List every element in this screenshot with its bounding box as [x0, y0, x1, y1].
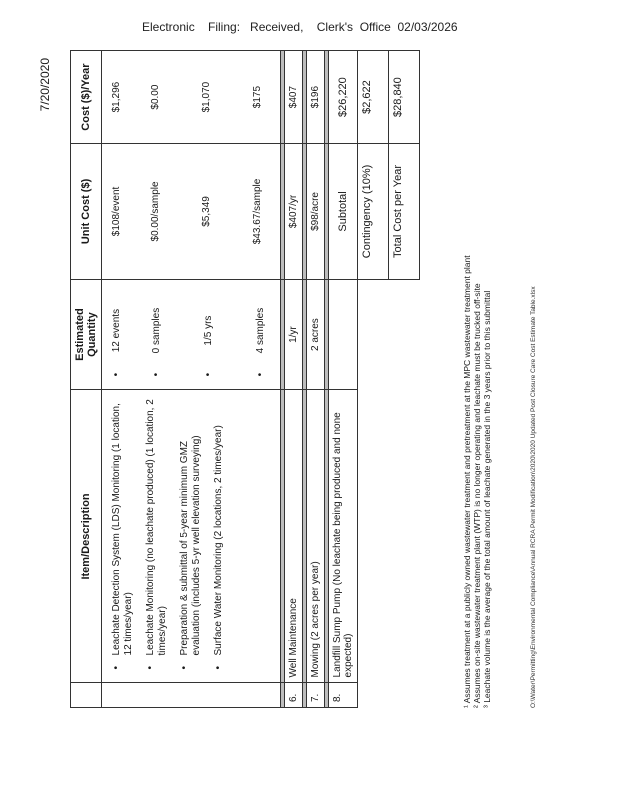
qty-value: • 12 events	[111, 285, 123, 377]
qty-value: • 0 samples	[151, 285, 163, 377]
cost-table	[70, 50, 420, 708]
row-unit	[102, 144, 281, 280]
header-item: Item/Description	[71, 390, 102, 683]
row-num: 8.	[329, 683, 358, 708]
header-unit-cost: Unit Cost ($)	[71, 144, 102, 280]
cost-value: $0.00	[150, 84, 161, 110]
unit-value: $108/event	[111, 186, 122, 237]
contingency-label: Contingency (10%)	[358, 144, 389, 280]
cost-value: $1,296	[111, 81, 122, 113]
qty-value: • 4 samples	[255, 285, 267, 377]
total-label: Total Cost per Year	[389, 144, 420, 280]
row-cost	[102, 51, 281, 144]
table-row	[307, 51, 325, 708]
row-unit: $407/yr	[285, 144, 303, 280]
footnote: ¹ Assumes treatment at a publicly owned wastewater treatment and pretreatment at the MPC wastewater treatment plant	[462, 255, 472, 708]
filing-stamp: Electronic Filing: Received, Clerk's Office 02/03/2026	[142, 20, 458, 34]
header-num	[71, 683, 102, 708]
cost-value: $1,070	[201, 81, 212, 113]
row-qty: 2 acres	[307, 279, 325, 390]
unit-value: $5,349	[201, 196, 212, 227]
total-value: $28,840	[389, 51, 420, 144]
row-desc: Well Maintenance	[285, 390, 303, 683]
row-cost: $407	[285, 51, 303, 144]
subtotal-label: Subtotal	[329, 144, 358, 280]
file-path: O:\Water\Permitting\Environmental Compliance\Annual RCRA Permit Modification\2020\2020 Updated Post Closure Care Cost Estimate Table.xlsx	[530, 286, 537, 708]
unit-value: $43.67/sample	[252, 178, 263, 245]
row-qty: 1/yr	[285, 279, 303, 390]
header-cost-year: Cost ($)/Year	[71, 51, 102, 144]
rotated-page	[30, 50, 590, 790]
list-item: • Surface Water Monitoring (2 locations, 2 times/year)	[213, 395, 225, 669]
footnote: ² Assumes on-site wastewater treatment plant (WTP) is no longer operating and leachate must be trucked off-site	[472, 283, 482, 708]
unit-value: $0.00/sample	[150, 181, 161, 242]
list-item: • Preparation & submittal of 5-year minimum GMZ evaluation (includes 5-yr well elevation surveying)	[179, 395, 203, 669]
row-num: 7.	[307, 683, 325, 708]
table-row	[329, 51, 358, 708]
list-item: • Leachate Detection System (LDS) Monitoring (1 location, 12 times/year)	[111, 395, 135, 669]
row-num: 6.	[285, 683, 303, 708]
row-qty	[102, 279, 281, 390]
footnote: ³ Leachate volume is the average of the total amount of leachate generated in the 3 years prior to this submittal	[482, 290, 492, 708]
list-item: • Leachate Monitoring (no leachate produced) (1 location, 2 times/year)	[145, 395, 169, 669]
row-desc: Landfill Sump Pump (No leachate being produced and none expected)	[329, 390, 358, 683]
row-desc: Mowing (2 acres per year)	[307, 390, 325, 683]
row-qty	[329, 279, 358, 390]
qty-value: • 1/5 yrs	[203, 285, 215, 377]
document-date: 7/20/2020	[38, 58, 52, 112]
row-desc	[102, 390, 281, 683]
table-row	[285, 51, 303, 708]
cost-value: $175	[252, 85, 263, 109]
table-row	[389, 51, 420, 708]
footnotes	[462, 255, 492, 708]
table-row	[358, 51, 389, 708]
row-num	[102, 683, 281, 708]
row-unit: $98/acre	[307, 144, 325, 280]
subtotal-value: $26,220	[329, 51, 358, 144]
contingency-value: $2,622	[358, 51, 389, 144]
table-header-row	[71, 51, 102, 708]
table-row	[102, 51, 281, 708]
header-quantity: Estimated Quantity	[71, 279, 102, 390]
row-cost: $196	[307, 51, 325, 144]
